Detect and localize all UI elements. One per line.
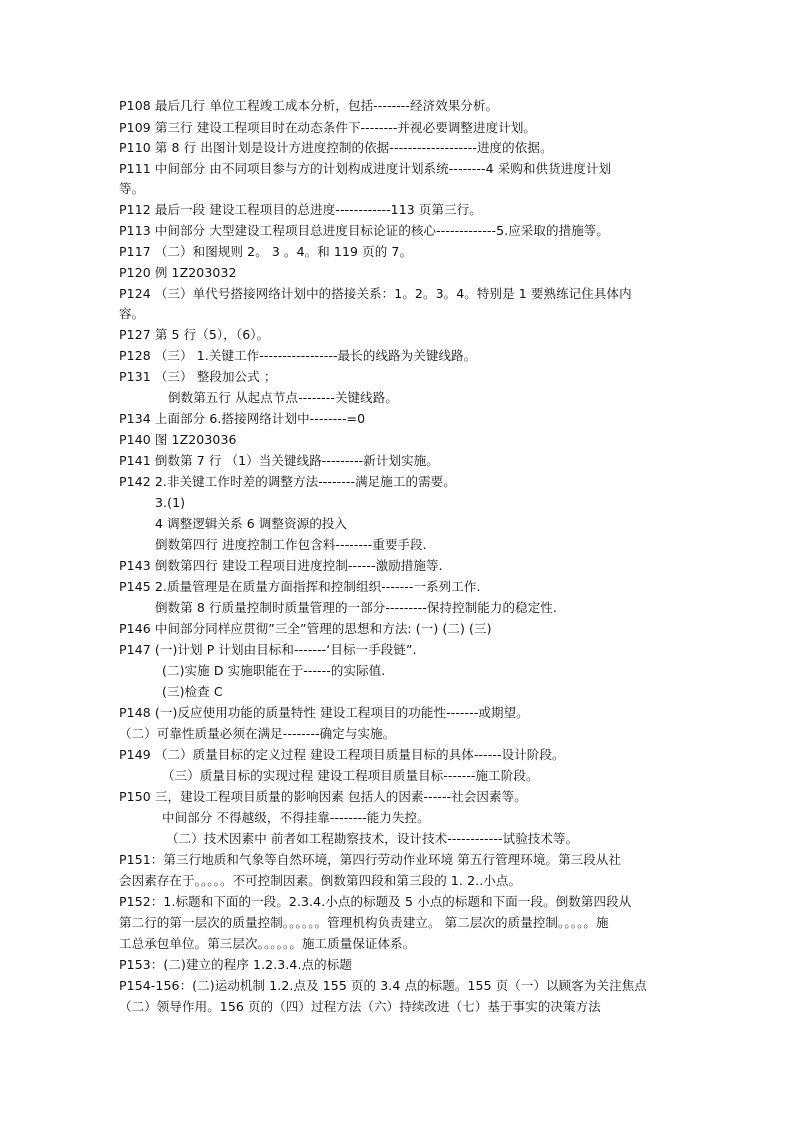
text-line: （三）质量目标的实现过程 建设工程项目质量目标-------施工阶段。 (162, 768, 539, 783)
text-line: P140 图 1Z203036 (119, 432, 237, 447)
text-line: P150 三，建设工程项目质量的影响因素 包括人的因素------社会因素等。 (119, 789, 527, 804)
text-line: P113 中间部分 大型建设工程项目总进度目标论证的核心-------------5.应采取的措施等。 (119, 223, 610, 238)
text-line: P154-156：(二)运动机制 1.2.点及 155 页的 3.4 点的标题。155 页（一）以顾客为关注焦点 (119, 978, 647, 993)
text-line: P124 （三）单代号搭接网络计划中的搭接关系：1。2。3。4。特别是 1 要熟练记住具体内 (119, 286, 632, 301)
text-line: P147 (一)计划 P 计划由目标和-------‘目标一手段链”. (119, 642, 417, 657)
text-line: 第二行的第一层次的质量控制。。。。。。管理机构负责建立。 第二层次的质量控制。。。。。施 (119, 915, 609, 930)
text-line: （二）可靠性质量必须在满足--------确定与实施。 (119, 726, 396, 741)
text-line: P153：(二)建立的程序 1.2.3.4.点的标题 (119, 957, 352, 972)
text-line: P149 （二）质量目标的定义过程 建设工程项目质量目标的具体------设计阶段。 (119, 747, 565, 762)
text-line: P117 （二）和图规则 2。 3 。4。和 119 页的 7。 (119, 244, 413, 259)
text-line: 倒数第四行 进度控制工作包含料--------重要手段. (155, 537, 427, 552)
text-line: 3.(1) (155, 495, 186, 510)
text-line: 中间部分 不得越级，不得挂靠--------能力失控。 (162, 810, 430, 825)
text-line: 容。 (119, 306, 145, 321)
text-line: P111 中间部分 由不同项目参与方的计划构成进度计划系统--------4 采购和供货进度计划 (119, 161, 612, 176)
text-line: P120 例 1Z203032 (119, 265, 237, 280)
text-line: P148 (一)反应使用功能的质量特性 建设工程项目的功能性-------或期望。 (119, 705, 529, 720)
text-line: 4 调整逻辑关系 6 调整资源的投入 (155, 516, 348, 531)
text-line: P110 第 8 行 出图计划是设计方进度控制的依据-------------------进度的依据。 (119, 140, 553, 155)
text-line: P109 第三行 建设工程项目时在动态条件下--------并视必要调整进度计划。 (119, 120, 537, 135)
text-line: (二)实施 D 实施职能在于------的实际值. (162, 663, 386, 678)
text-line: P146 中间部分同样应贯彻”三全”管理的思想和方法: (一) (二) (三) (119, 621, 492, 636)
text-line: 倒数第 8 行质量控制时质量管理的一部分---------保持控制能力的稳定性. (155, 600, 557, 615)
text-line: P151：第三行地质和气象等自然环境，第四行劳动作业环境 第五行管理环境。第三段从社 (119, 852, 622, 867)
text-line: 等。 (119, 181, 145, 196)
text-line: 倒数第五行 从起点节点--------关键线路。 (168, 390, 398, 405)
text-line: P134 上面部分 6.搭接网络计划中--------=0 (119, 411, 366, 426)
text-line: P142 2.非关键工作时差的调整方法--------满足施工的需要。 (119, 474, 456, 489)
text-line: P108 最后几行 单位工程竣工成本分析，包括--------经济效果分析。 (119, 98, 499, 113)
text-line: P131 （三） 整段加公式 ； (119, 369, 277, 384)
text-line: P141 倒数第 7 行 （1）当关键线路---------新计划实施。 (119, 453, 439, 468)
text-line: P112 最后一段 建设工程项目的总进度------------113 页第三行。 (119, 202, 482, 217)
text-line: P127 第 5 行（5），（6）。 (119, 327, 270, 342)
text-line: 会因素存在于。。。。。不可控制因素。倒数第四段和第三段的 1. 2..小点。 (119, 873, 522, 888)
text-line: 工总承包单位。第三层次。。。。。。施工质量保证体系。 (119, 936, 416, 951)
text-line: P128 （三） 1.关键工作-----------------最长的线路为关键线路。 (119, 348, 477, 363)
text-line: （二）技术因素中 前者如工程勘察技术，设计技术------------试验技术等。 (166, 831, 579, 846)
text-line: P143 倒数第四行 建设工程项目进度控制------激励措施等. (119, 558, 443, 573)
text-line: （二）领导作用。156 页的（四）过程方法（六）持续改进（七）基于事实的决策方法 (119, 999, 601, 1014)
text-line: P152：1.标题和下面的一段。2.3.4.小点的标题及 5 小点的标题和下面一段。倒数第四段从 (119, 894, 632, 909)
text-line: (三)检查 C (162, 684, 223, 699)
text-line: P145 2.质量管理是在质量方面指挥和控制组织-------一系列工作. (119, 579, 481, 594)
